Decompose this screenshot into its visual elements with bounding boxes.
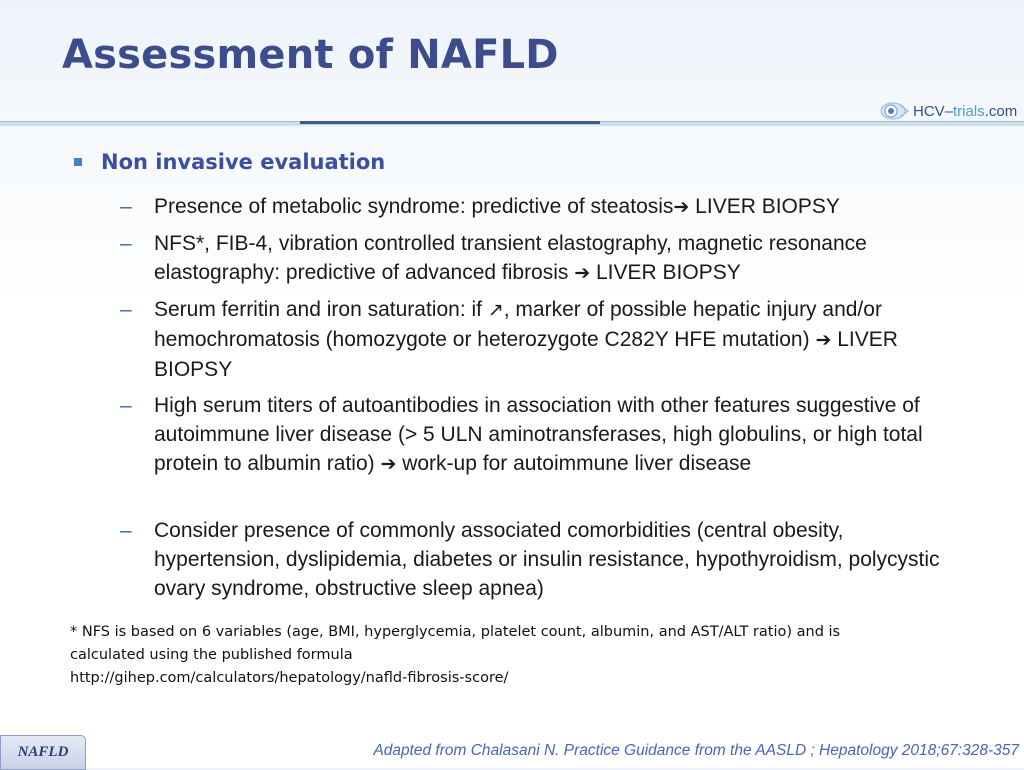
footnote-line: calculated using the published formula (70, 647, 353, 663)
footnote (70, 621, 950, 690)
arrow-right-icon: ➔ (673, 197, 690, 218)
section-heading (74, 150, 385, 174)
dash-bullet-icon: – (120, 519, 132, 542)
logo-icon (880, 101, 910, 121)
logo-text: HCV–trials.com (913, 102, 1018, 120)
footnote-line: * NFS is based on 6 variables (age, BMI, hyperglycemia, platelet count, albumin, and AST/ALT ratio) and is (70, 624, 841, 640)
footnote-url: http://gihep.com/calculators/hepatology/nafld-fibrosis-score/ (70, 670, 509, 686)
dash-bullet-icon: – (120, 298, 132, 321)
arrow-right-icon: ➔ (574, 263, 591, 284)
square-bullet-icon (74, 158, 82, 166)
arrow-right-icon: ➔ (380, 454, 397, 475)
dash-bullet-icon: – (120, 195, 132, 218)
list-item-text: Presence of metabolic syndrome: predictive of steatosis➔ LIVER BIOPSY (154, 195, 840, 218)
list-item-text: Serum ferritin and iron saturation: if ↗, marker of possible hepatic injury and/or hemochromatosis (homozygote or heterozygote C282Y HFE mutation) ➔ LIVER BIOPSY (154, 298, 898, 381)
list-item-text: High serum titers of autoantibodies in association with other features suggestive of autoimmune liver disease (> 5 ULN aminotransferases, high globulins, or high total protein to albumin ratio) ➔ work-up for autoimmune liver disease (154, 394, 923, 475)
arrow-right-icon: ➔ (815, 330, 832, 351)
dash-bullet-icon: – (120, 232, 132, 255)
list-item-text: NFS*, FIB-4, vibration controlled transient elastography, magnetic resonance elastography: predictive of advanced fibrosis ➔ LIVER BIOPSY (154, 232, 867, 284)
list-item-text: Consider presence of commonly associated comorbidities (central obesity, hypertension, dyslipidemia, diabetes or insulin resistance, hypothyroidism, polycystic ovary syndrome, obstructive sleep apnea) (154, 519, 940, 600)
list-item (120, 192, 970, 222)
list-item (120, 516, 970, 603)
page-title: Assessment of NAFLD (62, 32, 559, 78)
section-heading-label: Non invasive evaluation (101, 150, 386, 174)
dash-bullet-icon: – (120, 394, 132, 417)
list-item (120, 391, 970, 479)
list-item (120, 295, 970, 384)
header-divider (0, 121, 1024, 127)
list-item (120, 229, 970, 288)
arrow-up-right-icon: ↗ (487, 300, 504, 321)
hcv-trials-logo (880, 100, 1017, 122)
source-citation: Adapted from Chalasani N. Practice Guidance from the AASLD ; Hepatology 2018;67:328-357 (373, 742, 1019, 759)
section-badge: NAFLD (0, 735, 86, 770)
